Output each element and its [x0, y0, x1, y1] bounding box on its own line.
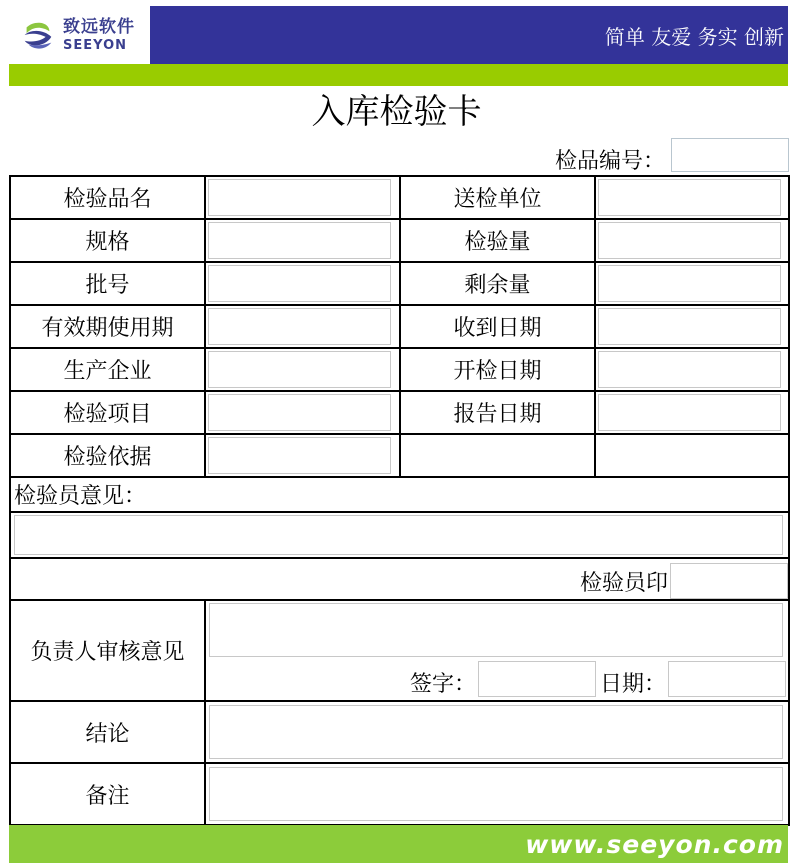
- form-row-6: [10, 391, 789, 434]
- label-manufacturer: 生产企业: [10, 348, 205, 391]
- inspector-stamp-input[interactable]: [670, 563, 788, 599]
- inspection-basis-input[interactable]: [208, 437, 391, 474]
- received-date-input[interactable]: [598, 308, 781, 345]
- header-accent-bar: [9, 64, 788, 86]
- label-specification: 规格: [10, 219, 205, 262]
- logo: [9, 6, 150, 64]
- header-band: [150, 6, 788, 64]
- manufacturer-input[interactable]: [208, 351, 391, 388]
- inspector-stamp-row: [10, 558, 789, 600]
- serial-number-input[interactable]: [671, 138, 789, 172]
- inspector-stamp-label: 检验员印: [579, 570, 668, 596]
- inspection-start-date-input[interactable]: [598, 351, 781, 388]
- inspector-opinion-input[interactable]: [14, 515, 783, 555]
- submitting-unit-input[interactable]: [598, 179, 781, 216]
- validity-period-input[interactable]: [208, 308, 391, 345]
- label-product-name: 检验品名: [10, 176, 205, 219]
- remaining-quantity-input[interactable]: [598, 265, 781, 302]
- conclusion-row: [10, 701, 789, 763]
- footer-url: www.seeyon.com: [525, 829, 784, 859]
- inspection-form-table: [9, 175, 790, 826]
- label-inspection-items: 检验项目: [10, 391, 205, 434]
- form-row-2: [10, 219, 789, 262]
- date-input[interactable]: [668, 661, 786, 697]
- inspector-opinion-row: [10, 512, 789, 558]
- slogan: 简单 友爱 务实 创新: [604, 24, 784, 49]
- logo-text-en: SEEYON: [63, 37, 128, 53]
- serial-row: [0, 136, 789, 174]
- signature-label: 签字：: [409, 671, 476, 697]
- remarks-input[interactable]: [209, 767, 783, 821]
- remarks-label: 备注: [10, 763, 205, 825]
- inspection-quantity-input[interactable]: [598, 222, 781, 259]
- label-remaining-quantity: 剩余量: [400, 262, 595, 305]
- label-inspection-quantity: 检验量: [400, 219, 595, 262]
- batch-number-input[interactable]: [208, 265, 391, 302]
- form-row-3: [10, 262, 789, 305]
- footer: [9, 825, 788, 863]
- date-label: 日期：: [599, 671, 666, 697]
- product-name-input[interactable]: [208, 179, 391, 216]
- label-report-date: 报告日期: [400, 391, 595, 434]
- label-inspection-start-date: 开检日期: [400, 348, 595, 391]
- seeyon-logo-icon: [19, 16, 57, 54]
- inspector-opinion-label: 检验员意见：: [10, 477, 789, 512]
- header: [9, 6, 788, 64]
- inspector-opinion-header-row: [10, 477, 789, 512]
- page-title: 入库检验卡: [311, 92, 482, 132]
- signature-input[interactable]: [478, 661, 596, 697]
- specification-input[interactable]: [208, 222, 391, 259]
- form-row-4: [10, 305, 789, 348]
- conclusion-input[interactable]: [209, 705, 783, 759]
- form-row-1: [10, 176, 789, 219]
- report-date-input[interactable]: [598, 394, 781, 431]
- manager-opinion-input[interactable]: [209, 603, 783, 657]
- remarks-row: [10, 763, 789, 825]
- label-received-date: 收到日期: [400, 305, 595, 348]
- logo-text-cn: 致远软件: [63, 16, 135, 37]
- label-inspection-basis: 检验依据: [10, 434, 205, 477]
- form-row-5: [10, 348, 789, 391]
- empty-cell: [595, 434, 789, 477]
- empty-cell: [400, 434, 595, 477]
- manager-opinion-label: 负责人审核意见: [10, 600, 205, 701]
- form-row-7: [10, 434, 789, 477]
- label-batch-number: 批号: [10, 262, 205, 305]
- conclusion-label: 结论: [10, 701, 205, 763]
- serial-label: 检品编号：: [554, 148, 665, 174]
- inspection-items-input[interactable]: [208, 394, 391, 431]
- label-submitting-unit: 送检单位: [400, 176, 595, 219]
- label-validity-period: 有效期使用期: [10, 305, 205, 348]
- manager-opinion-row: [10, 600, 789, 701]
